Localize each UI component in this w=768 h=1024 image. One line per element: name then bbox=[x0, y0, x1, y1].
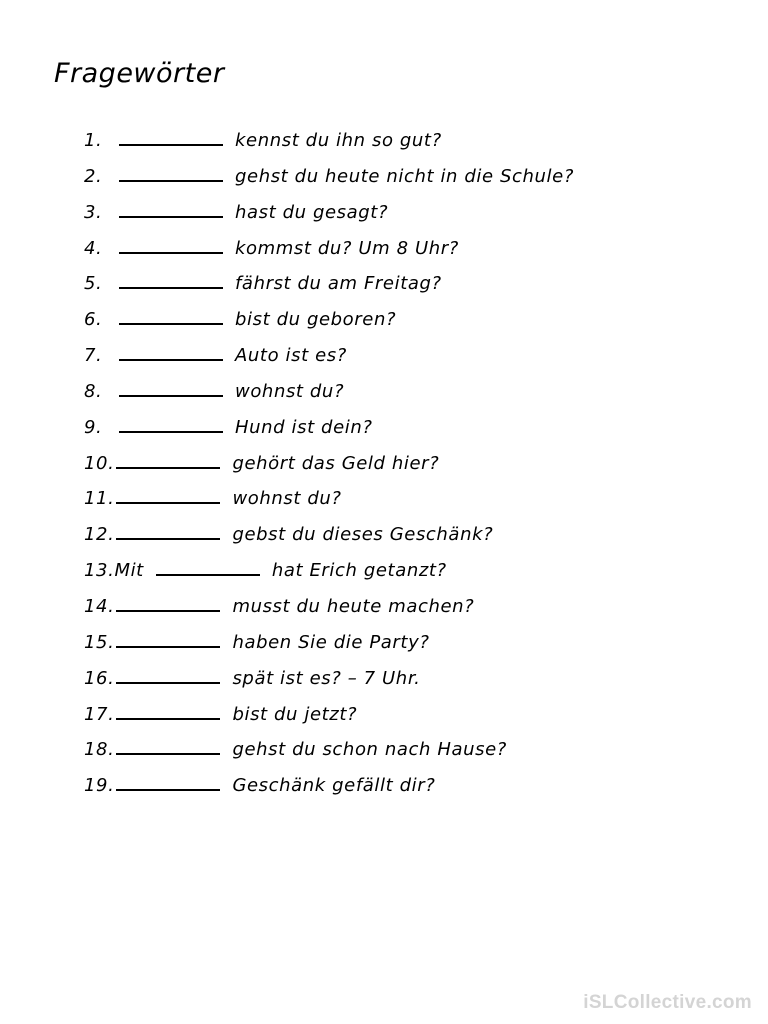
exercise-item bbox=[84, 626, 574, 662]
exercise-item bbox=[84, 232, 574, 268]
exercise-text: gehört das Geld hier? bbox=[232, 452, 440, 474]
answer-blank[interactable] bbox=[119, 411, 223, 433]
exercise-text: hat Erich getanzt? bbox=[271, 560, 447, 582]
answer-blank[interactable] bbox=[116, 662, 220, 684]
exercise-item bbox=[84, 769, 574, 805]
exercise-text: Geschänk gefällt dir? bbox=[232, 775, 436, 797]
exercise-item bbox=[84, 375, 574, 411]
exercise-text: haben Sie die Party? bbox=[232, 631, 430, 653]
exercise-text: kennst du ihn so gut? bbox=[235, 130, 442, 151]
watermark: iSLCollective.com bbox=[583, 992, 752, 1013]
exercise-number: 2. bbox=[84, 165, 103, 187]
exercise-item bbox=[84, 662, 574, 698]
exercise-item bbox=[84, 196, 574, 232]
exercise-number: 8. bbox=[84, 380, 103, 402]
exercise-text: musst du heute machen? bbox=[232, 595, 475, 617]
exercise-text: gebst du dieses Geschänk? bbox=[232, 524, 494, 546]
answer-blank[interactable] bbox=[116, 518, 220, 540]
exercise-number: 17. bbox=[84, 703, 115, 725]
exercise-item bbox=[84, 339, 574, 375]
exercise-number: 12. bbox=[84, 524, 115, 546]
answer-blank[interactable] bbox=[116, 626, 220, 648]
exercise-text: hast du gesagt? bbox=[235, 201, 389, 223]
answer-blank[interactable] bbox=[119, 124, 223, 146]
answer-blank[interactable] bbox=[119, 375, 223, 397]
exercise-item bbox=[84, 698, 574, 734]
answer-blank[interactable] bbox=[116, 769, 220, 791]
answer-blank[interactable] bbox=[116, 733, 220, 755]
exercise-item bbox=[84, 733, 574, 769]
answer-blank[interactable] bbox=[116, 590, 220, 612]
exercise-number: 14. bbox=[84, 595, 115, 617]
exercise-text: gehst du heute nicht in die Schule? bbox=[235, 165, 574, 187]
exercise-text: Auto ist es? bbox=[235, 345, 347, 367]
exercise-text: fährst du am Freitag? bbox=[235, 273, 442, 295]
exercise-item bbox=[84, 447, 574, 483]
exercise-text: wohnst du? bbox=[235, 380, 345, 402]
exercise-number: 4. bbox=[84, 237, 103, 259]
exercise-list bbox=[84, 124, 574, 805]
exercise-number: 10. bbox=[84, 452, 115, 474]
answer-blank[interactable] bbox=[116, 482, 220, 504]
exercise-item bbox=[84, 303, 574, 339]
exercise-number: 18. bbox=[84, 739, 115, 761]
answer-blank[interactable] bbox=[119, 196, 223, 218]
exercise-number: 6. bbox=[84, 309, 103, 331]
answer-blank[interactable] bbox=[119, 339, 223, 361]
exercise-number: 3. bbox=[84, 201, 103, 223]
exercise-number: 16. bbox=[84, 667, 115, 689]
exercise-prefix: Mit bbox=[114, 560, 144, 582]
exercise-item bbox=[84, 267, 574, 303]
exercise-number: 1. bbox=[84, 130, 103, 151]
exercise-item bbox=[84, 482, 574, 518]
exercise-text: bist du jetzt? bbox=[232, 703, 358, 725]
exercise-number: 7. bbox=[84, 345, 103, 367]
exercise-item bbox=[84, 554, 574, 590]
exercise-text: Hund ist dein? bbox=[235, 416, 373, 438]
exercise-text: kommst du? Um 8 Uhr? bbox=[235, 237, 459, 259]
exercise-item bbox=[84, 590, 574, 626]
exercise-text: gehst du schon nach Hause? bbox=[232, 739, 507, 761]
exercise-number: 5. bbox=[84, 273, 103, 295]
answer-blank[interactable] bbox=[119, 160, 223, 182]
answer-blank[interactable] bbox=[116, 698, 220, 720]
answer-blank[interactable] bbox=[119, 267, 223, 289]
answer-blank[interactable] bbox=[119, 303, 223, 325]
exercise-text: wohnst du? bbox=[232, 488, 342, 510]
exercise-item bbox=[84, 160, 574, 196]
exercise-text: spät ist es? – 7 Uhr. bbox=[232, 667, 421, 689]
exercise-number: 11. bbox=[84, 488, 115, 510]
worksheet-title: Fragewörter bbox=[54, 58, 225, 89]
exercise-item bbox=[84, 411, 574, 447]
exercise-item bbox=[84, 518, 574, 554]
exercise-number: 15. bbox=[84, 631, 115, 653]
exercise-item bbox=[84, 124, 574, 160]
answer-blank[interactable] bbox=[116, 447, 220, 469]
answer-blank[interactable] bbox=[119, 232, 223, 254]
exercise-text: bist du geboren? bbox=[235, 309, 397, 331]
answer-blank[interactable] bbox=[156, 554, 260, 576]
exercise-number: 13. bbox=[84, 560, 115, 582]
exercise-number: 9. bbox=[84, 416, 103, 438]
exercise-number: 19. bbox=[84, 775, 115, 797]
